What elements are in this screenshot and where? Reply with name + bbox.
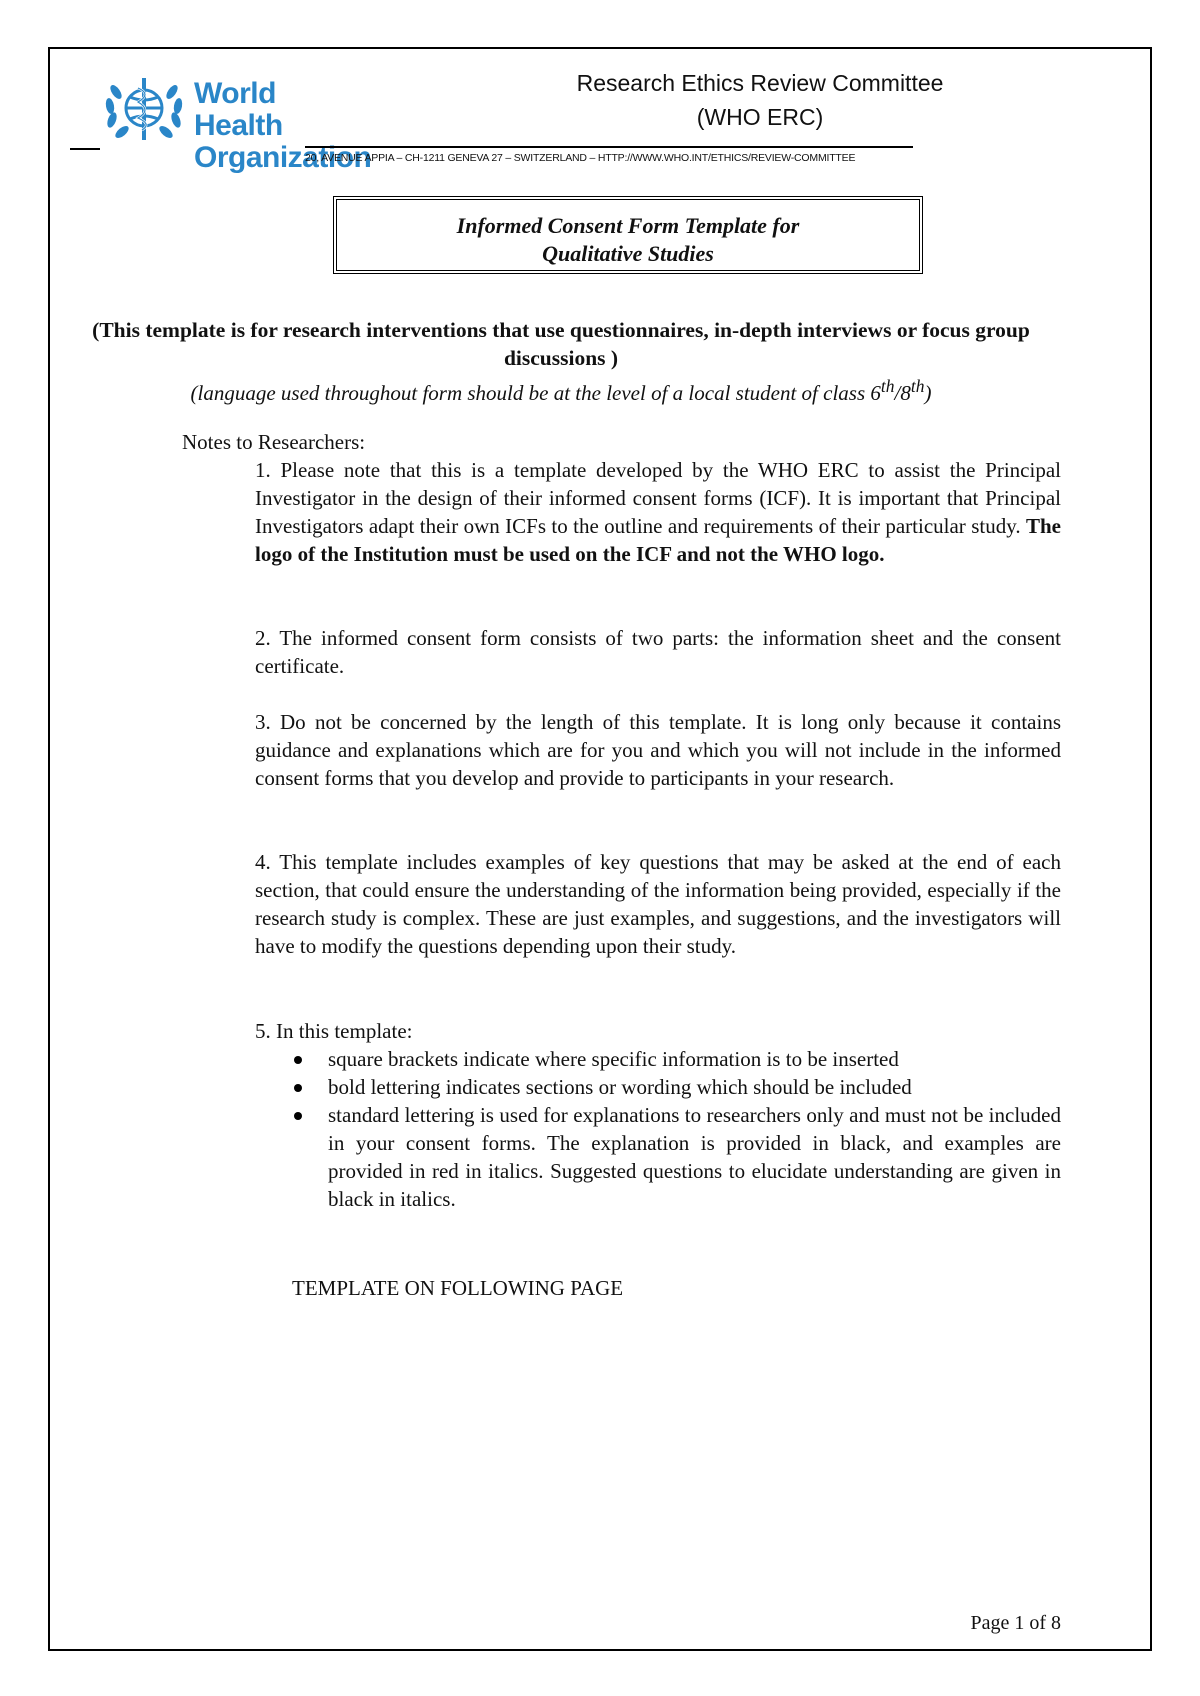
template-conventions-list xyxy=(255,1045,1061,1213)
list-item xyxy=(255,1073,1061,1101)
list-item xyxy=(255,1101,1061,1213)
language-note-sup2: th xyxy=(910,376,925,396)
address-line: 20, AVENUE APPIA – CH-1211 GENEVA 27 – SWITZERLAND – HTTP://WWW.WHO.INT/ETHICS/REVIEW-COMMITTEE xyxy=(305,152,856,164)
document-title-line1: Informed Consent Form Template for xyxy=(456,213,800,238)
notes-heading: Notes to Researchers: xyxy=(182,430,366,454)
list-item-text: standard lettering is used for explanations to researchers only and must not be included in your consent forms. The explanation is provided in black, and examples are provided in red in italics. Suggested questions to elucidate understanding are given in black in italics. xyxy=(328,1103,1061,1211)
note-1-bold: The logo of the Institution must be used on the ICF and not the WHO logo. xyxy=(255,514,1061,566)
note-4: 4. This template includes examples of key questions that may be asked at the end of each section, that could ensure the understanding of the information being provided, especially if the research study is complex. These are just examples, and suggestions, and the investigators will have to modify the questions depending upon their study. xyxy=(255,850,1061,958)
committee-title-line1: Research Ethics Review Committee xyxy=(576,70,944,96)
note-1-text: 1. Please note that this is a template developed by the WHO ERC to assist the Principal Investigator in the design of their informed consent forms (ICF). It is important that Principal Investigators adapt their own ICFs to the outline and requirements of their particular study. xyxy=(255,458,1061,538)
bullet-icon xyxy=(294,1112,302,1120)
who-emblem-icon xyxy=(98,70,192,150)
bullet-icon xyxy=(294,1056,302,1064)
document-title-line2: Qualitative Studies xyxy=(542,241,714,266)
list-item xyxy=(255,1045,1061,1073)
language-note-mid: /8 xyxy=(894,381,911,405)
bullet-icon xyxy=(294,1084,302,1092)
language-note-suffix: ) xyxy=(924,381,932,405)
committee-title-line2: (WHO ERC) xyxy=(696,104,824,130)
note-1 xyxy=(255,456,1061,568)
language-level-note xyxy=(60,372,1062,407)
committee-title xyxy=(520,66,1000,134)
template-purpose: (This template is for research interventions that use questionnaires, in-depth interviews or focus group discussions ) xyxy=(92,318,1030,370)
logo-underline xyxy=(70,148,100,150)
logo-text-line1: World Health xyxy=(194,77,283,142)
note-5: 5. In this template: xyxy=(255,1019,413,1043)
page-number: Page 1 of 8 xyxy=(970,1612,1061,1634)
who-logo xyxy=(98,70,372,174)
header-divider xyxy=(305,146,913,148)
list-item-text: square brackets indicate where specific information is to be inserted xyxy=(328,1047,899,1071)
list-item-text: bold lettering indicates sections or wording which should be included xyxy=(328,1075,912,1099)
logo-text-line2: Organization xyxy=(194,141,372,174)
document-title-box xyxy=(333,196,923,274)
language-note-sup1: th xyxy=(880,376,895,396)
note-2: 2. The informed consent form consists of two parts: the information sheet and the consent certificate. xyxy=(255,626,1061,678)
note-3: 3. Do not be concerned by the length of this template. It is long only because it contains guidance and explanations which are for you and which you will not include in the informed consent forms that you develop and provide to participants in your research. xyxy=(255,710,1061,790)
language-note-prefix: (language used throughout form should be at the level of a local student of class 6 xyxy=(190,381,881,405)
following-page-note: TEMPLATE ON FOLLOWING PAGE xyxy=(292,1276,624,1300)
